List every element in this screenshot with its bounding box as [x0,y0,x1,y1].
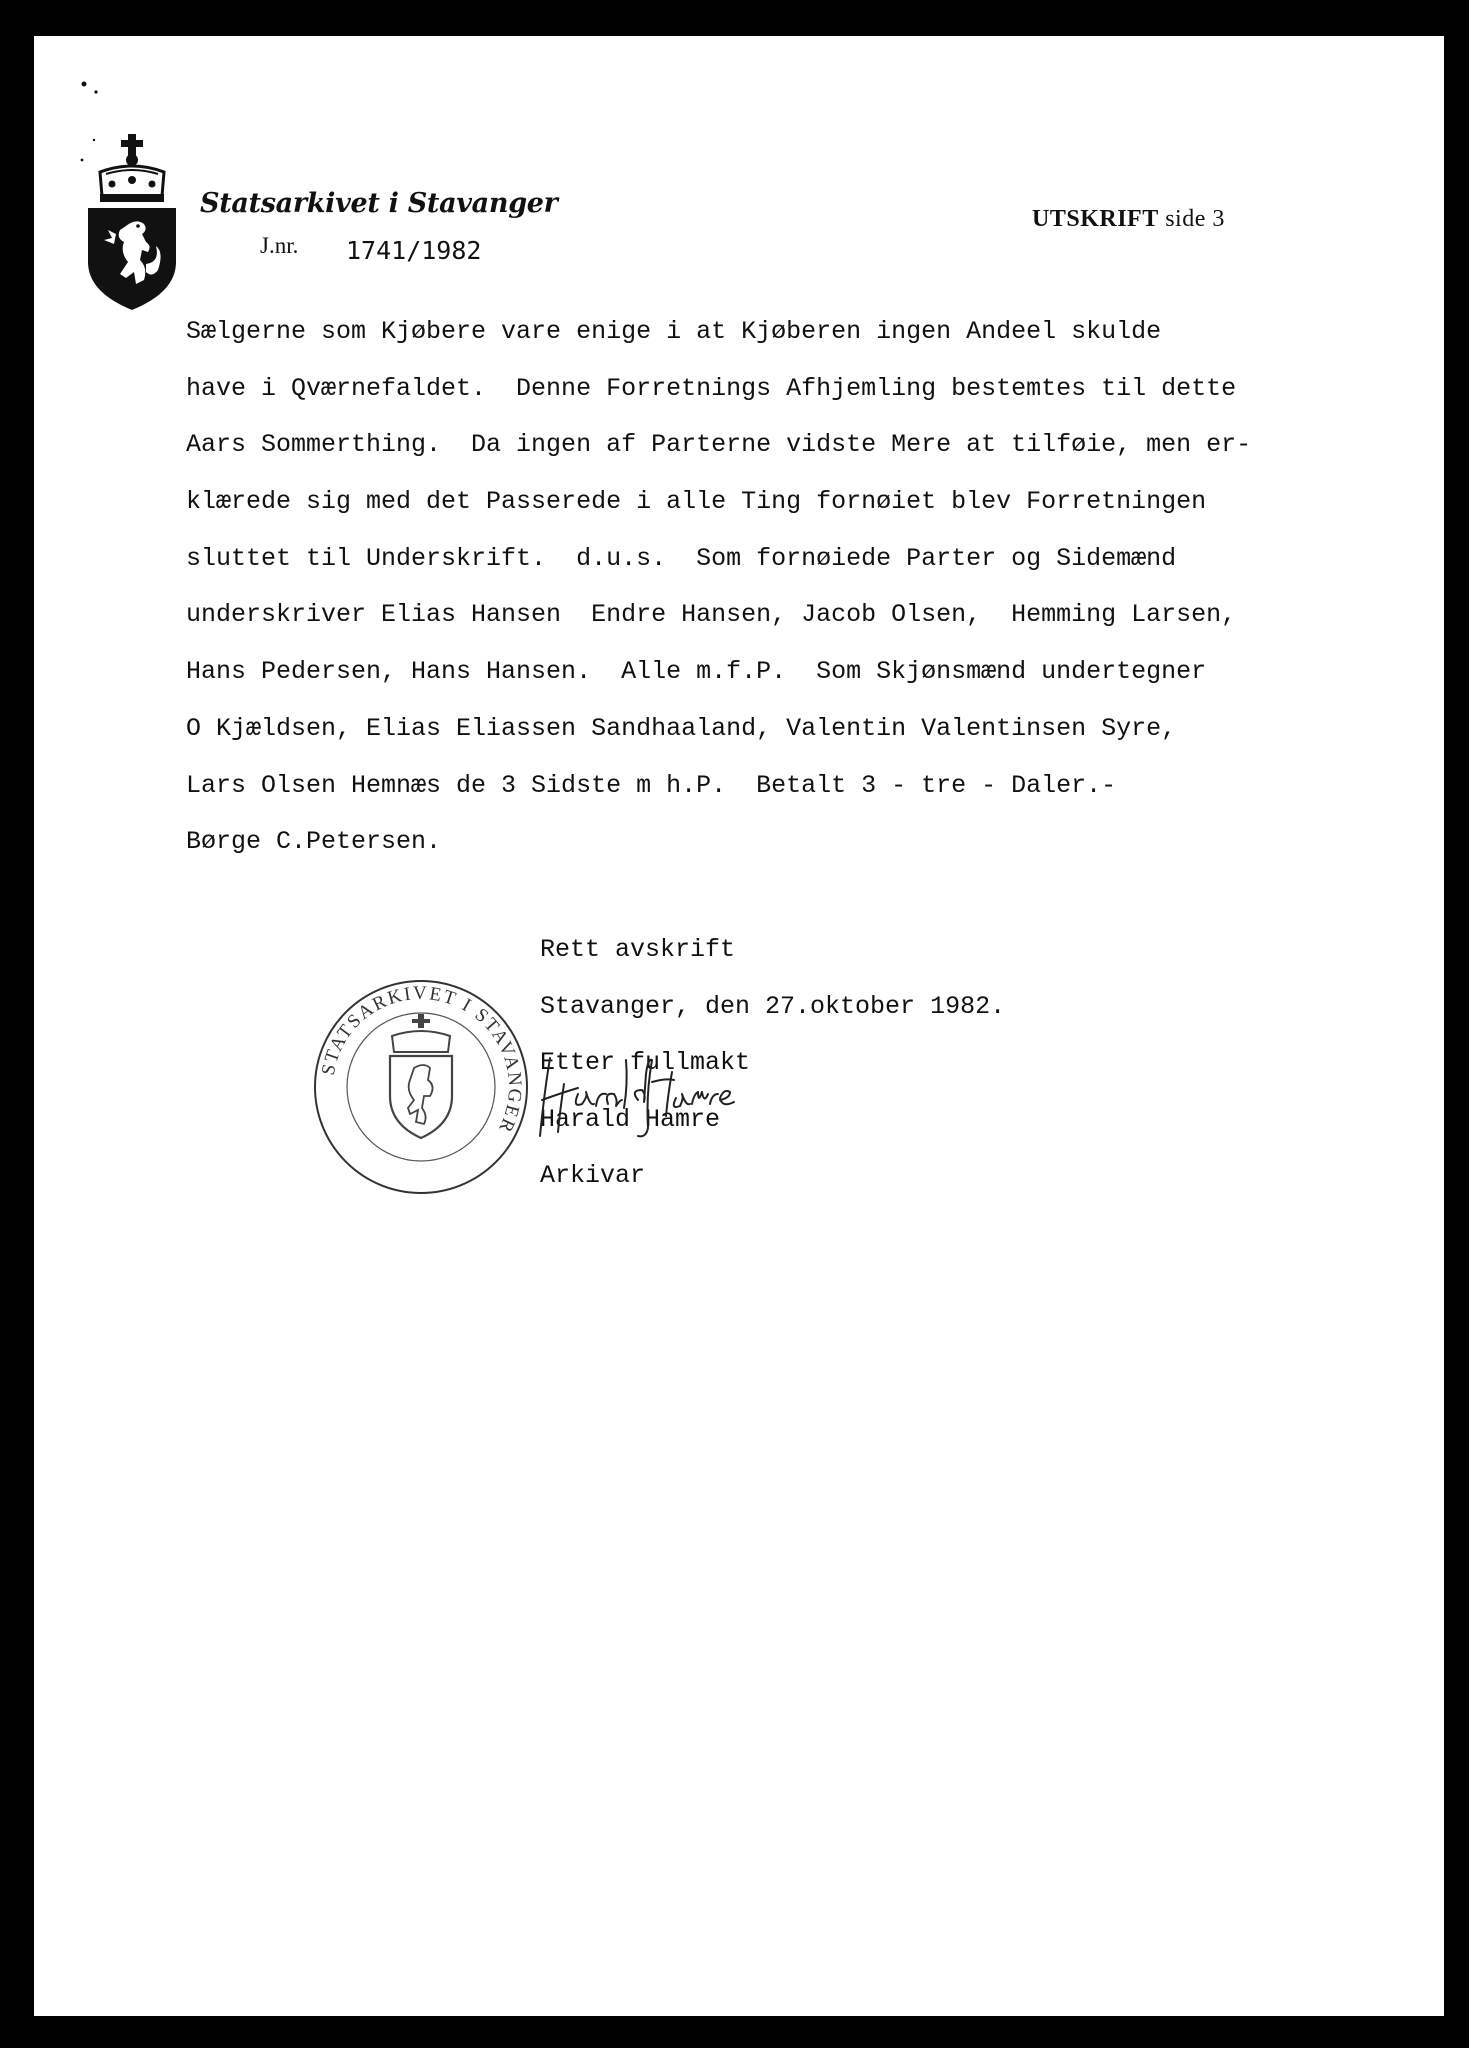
coat-of-arms-icon [86,134,178,310]
body-line: O Kjældsen, Elias Eliassen Sandhaaland, Valentin Valentinsen Syre, [186,713,1177,743]
archive-stamp-icon [310,976,532,1198]
body-text [186,304,1436,871]
certification-line: Rett avskrift [540,935,736,964]
body-line: Hans Pedersen, Hans Hansen. Alle m.f.P. Som Skjønsmænd undertegner [186,657,1207,687]
signer-name: Harald Hamre [540,1104,721,1134]
utskrift-heading [1032,206,1225,233]
body-line: sluttet til Underskrift. d.u.s. Som fornøiede Parter og Sidemænd [186,543,1177,573]
body-line: klærede sig med det Passerede i alle Ting fornøiet blev Forretningen [186,487,1207,517]
side-label: side [1165,206,1206,232]
utskrift-label: UTSKRIFT [1032,206,1159,232]
stamp-text: STATSARKIVET I STAVANGER [317,982,526,1138]
journal-number-label: J.nr. [260,233,299,258]
journal-number-value: 1741/1982 [346,236,482,265]
certification-place-date: Stavanger, den 27.oktober 1982. [540,991,1006,1021]
signer-title: Arkivar [540,1161,646,1190]
page-number: 3 [1212,206,1225,232]
body-line: Lars Olsen Hemnæs de 3 Sidste m h.P. Betalt 3 - tre - Daler.- [186,770,1117,800]
body-line: have i Qværnefaldet. Denne Forretnings Afhjemling bestemtes til dette [186,373,1237,403]
document-page [34,36,1444,2016]
body-line: Børge C.Petersen. [186,827,442,857]
body-line: underskriver Elias Hansen Endre Hansen, Jacob Olsen, Hemming Larsen, [186,600,1237,630]
body-line: Aars Sommerthing. Da ingen af Parterne vidste Mere at tilføie, men er- [186,430,1252,460]
handwritten-signature [534,1054,764,1140]
org-name: Statsarkivet i Stavanger [200,188,558,219]
svg-text:STATSARKIVET I STAVANGER [318,983,526,1137]
body-line: Sælgerne som Kjøbere vare enige i at Kjøberen ingen Andeel skulde [186,317,1162,346]
certification-authority: Etter fullmakt [540,1048,751,1077]
